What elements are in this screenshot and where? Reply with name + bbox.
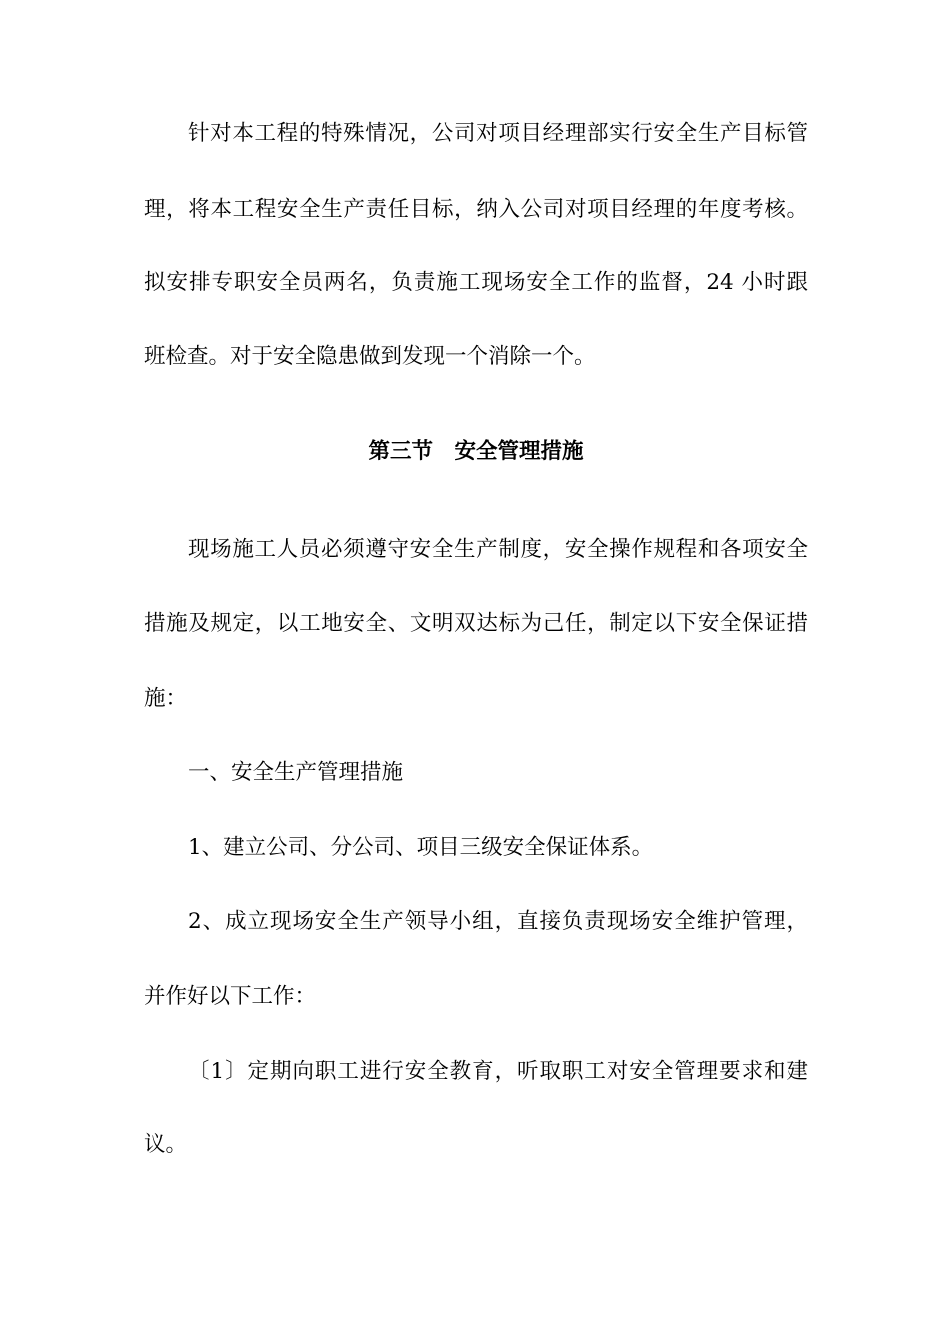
paragraph-1-line-2: 理，将本工程安全生产责任目标，纳入公司对项目经理的年度考核。 — [144, 197, 808, 222]
paragraph-1-line-3: 拟安排专职安全员两名，负责施工现场安全工作的监督，24 小时跟 — [144, 270, 808, 295]
sub-item-1-line-2: 议。 — [144, 1132, 188, 1157]
paragraph-2-line-1: 现场施工人员必须遵守安全生产制度，安全操作规程和各项安全 — [188, 537, 808, 562]
paragraph-1-line-1: 针对本工程的特殊情况，公司对项目经理部实行安全生产目标管 — [188, 121, 808, 146]
paragraph-1-line-4: 班检查。对于安全隐患做到发现一个消除一个。 — [144, 344, 596, 369]
list-item-2-line-2: 并作好以下工作： — [144, 984, 317, 1009]
sub-item-1-line-1: 〔1〕定期向职工进行安全教育，听取职工对安全管理要求和建 — [188, 1059, 808, 1084]
section-heading: 第三节 安全管理措施 — [368, 439, 584, 464]
paragraph-2-line-3: 施： — [144, 686, 188, 711]
list-item-1: 1、建立公司、分公司、项目三级安全保证体系。 — [188, 835, 654, 860]
subheading-safety-management: 一、安全生产管理措施 — [188, 760, 404, 785]
list-item-2-line-1: 2、成立现场安全生产领导小组，直接负责现场安全维护管理， — [188, 909, 808, 934]
paragraph-2-line-2: 措施及规定，以工地安全、文明双达标为己任，制定以下安全保证措 — [144, 611, 808, 636]
